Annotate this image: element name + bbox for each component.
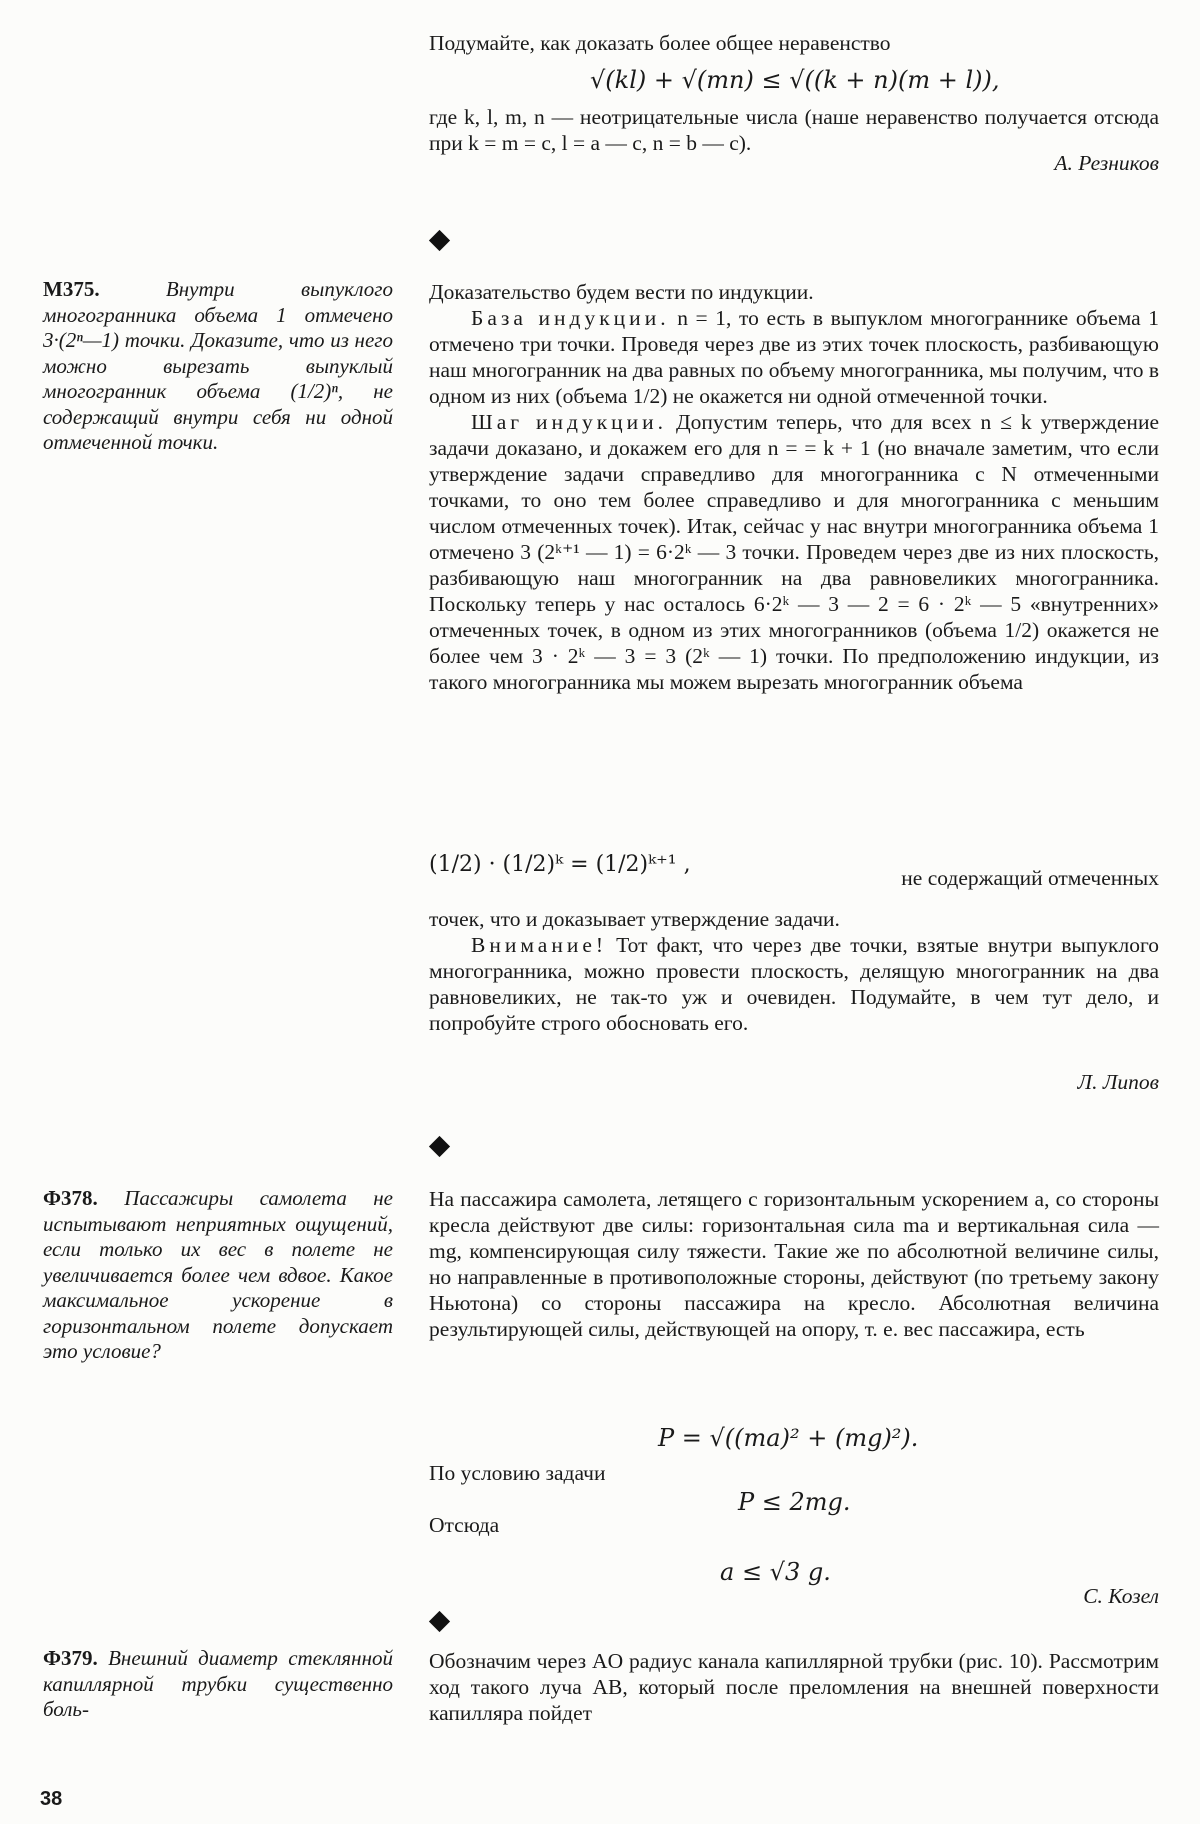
m375-problem-text: Внутри выпуклого многогранника объема 1 отмечено 3·(2ⁿ—1) точки. Доказите, что из него можно вырезать выпуклый многогранник объема (1/2)ⁿ, не содержащий внутри себя ни одной отмеченной точки. xyxy=(43,277,393,454)
f379-problem-text: Внешний диаметр стеклянной капиллярной трубки существенно боль- xyxy=(43,1646,393,1721)
m375-step xyxy=(429,409,1159,695)
separator-diamond xyxy=(429,1611,450,1632)
page-number: 38 xyxy=(40,1788,63,1810)
separator-diamond xyxy=(429,230,450,251)
m375-label: М375. xyxy=(43,277,100,301)
m375-conclusion xyxy=(429,906,1159,1036)
separator-diamond xyxy=(429,1136,450,1157)
m375-after-frac: точек, что и доказывает утверждение задачи. xyxy=(429,907,840,931)
m375-base xyxy=(429,305,1159,409)
f378-author: С. Козел xyxy=(1083,1584,1159,1608)
f378-formula-3: a ≤ √3 g. xyxy=(720,1558,831,1586)
m375-attention-label: Внимание! xyxy=(471,933,608,957)
m375-fraction-line xyxy=(429,852,1159,912)
m375-step-text: Допустим теперь, что для всех n ≤ k утверждение задачи доказано, и докажем его для n = = k + 1 (но вначале заметим, что если утверждение задачи справедливо для многогранника с N отмеченными точками, то оно тем более справедливо и для многогранника с меньшим числом отмеченных точек). Итак, сейчас у нас внутри многогранника объема 1 отмечено 3 (2ᵏ⁺¹ — 1) = 6·2ᵏ — 3 точки. Проведем через две из них плоскость, разбивающую наш многогранник на два равновеликих многогранника. Поскольку теперь у нас осталось 6·2ᵏ — 3 — 2 = 6 · 2ᵏ — 5 «внутренних» отмеченных точек, в одном из этих многогранников (объема 1/2) окажется не более чем 3 · 2ᵏ — 3 = 3 (2ᵏ — 1) точки. По предположению индукции, из такого многогранника мы можем вырезать многогранник объема xyxy=(429,410,1159,694)
top-text: где k, l, m, n — неотрицательные числа (наше неравенство получается отсюда при k = m = c, l = a — c, n = b — c). xyxy=(429,105,1159,155)
f378-formula-2: P ≤ 2mg. xyxy=(738,1488,851,1516)
m375-problem xyxy=(43,277,393,456)
m375-solution xyxy=(429,279,1159,695)
f378-text: На пассажира самолета, летящего с горизонтальным ускорением a, со стороны кресла действуют две силы: горизонтальная сила ma и вертикальная сила —mg, компенсирующая силу тяжести. Такие же по абсолютной величине силы, но направленные в противоположные стороны, действуют (по третьему закону Ньютона) со стороны пассажира на кресло. Абсолютная величина результирующей силы, действующей на опору, т. е. вес пассажира, есть xyxy=(429,1187,1159,1341)
f379-text: Обозначим через AO радиус канала капиллярной трубки (рис. 10). Рассмотрим ход такого луча AB, который после преломления на внешней поверхности капилляра пойдет xyxy=(429,1649,1159,1725)
top-author: А. Резников xyxy=(1054,151,1159,175)
f379-label: Ф379. xyxy=(43,1646,98,1670)
m375-step-label: Шаг индукции. xyxy=(471,410,668,434)
top-formula: √(kl) + √(mn) ≤ √((k + n)(m + l)), xyxy=(590,66,1000,94)
f379-problem xyxy=(43,1646,393,1723)
f378-problem xyxy=(43,1186,393,1365)
m375-attention xyxy=(429,932,1159,1036)
f378-formula-1: P = √((ma)² + (mg)²). xyxy=(658,1424,919,1452)
f378-hence-label: Отсюда xyxy=(429,1513,500,1537)
m375-frac-tail: не содержащий отмеченных xyxy=(901,866,1159,890)
f378-label: Ф378. xyxy=(43,1186,98,1210)
f378-cond-label: По условию задачи xyxy=(429,1461,606,1485)
m375-base-text: n = 1, то есть в выпуклом многограннике объема 1 отмечено три точки. Проведя через две из этих точек плоскость, разбивающую наш многогранник на два равных по объему многогранника, мы получим, что в одном из них (объема 1/2) не окажется ни одной отмеченной точки. xyxy=(429,306,1159,408)
m375-attention-text: Тот факт, что через две точки, взятые внутри выпуклого многогранника, можно провести плоскость, делящую многогранник на два равновеликих, не так-то уж и очевиден. Подумайте, в чем тут дело, и попробуйте строго обосновать его. xyxy=(429,933,1160,1035)
top-intro: Подумайте, как доказать более общее неравенство xyxy=(429,31,891,55)
m375-base-label: База индукции. xyxy=(471,306,670,330)
f378-problem-text: Пассажиры самолета не испытывают неприятных ощущений, если только их вес в полете не увеличивается более чем вдвое. Какое максимальное ускорение в горизонтальном полете допускает это условие? xyxy=(43,1186,394,1363)
m375-author: Л. Липов xyxy=(1077,1070,1159,1094)
m375-frac-formula: (1/2) · (1/2)ᵏ = (1/2)ᵏ⁺¹ , xyxy=(429,852,691,877)
m375-p1: Доказательство будем вести по индукции. xyxy=(429,280,814,304)
